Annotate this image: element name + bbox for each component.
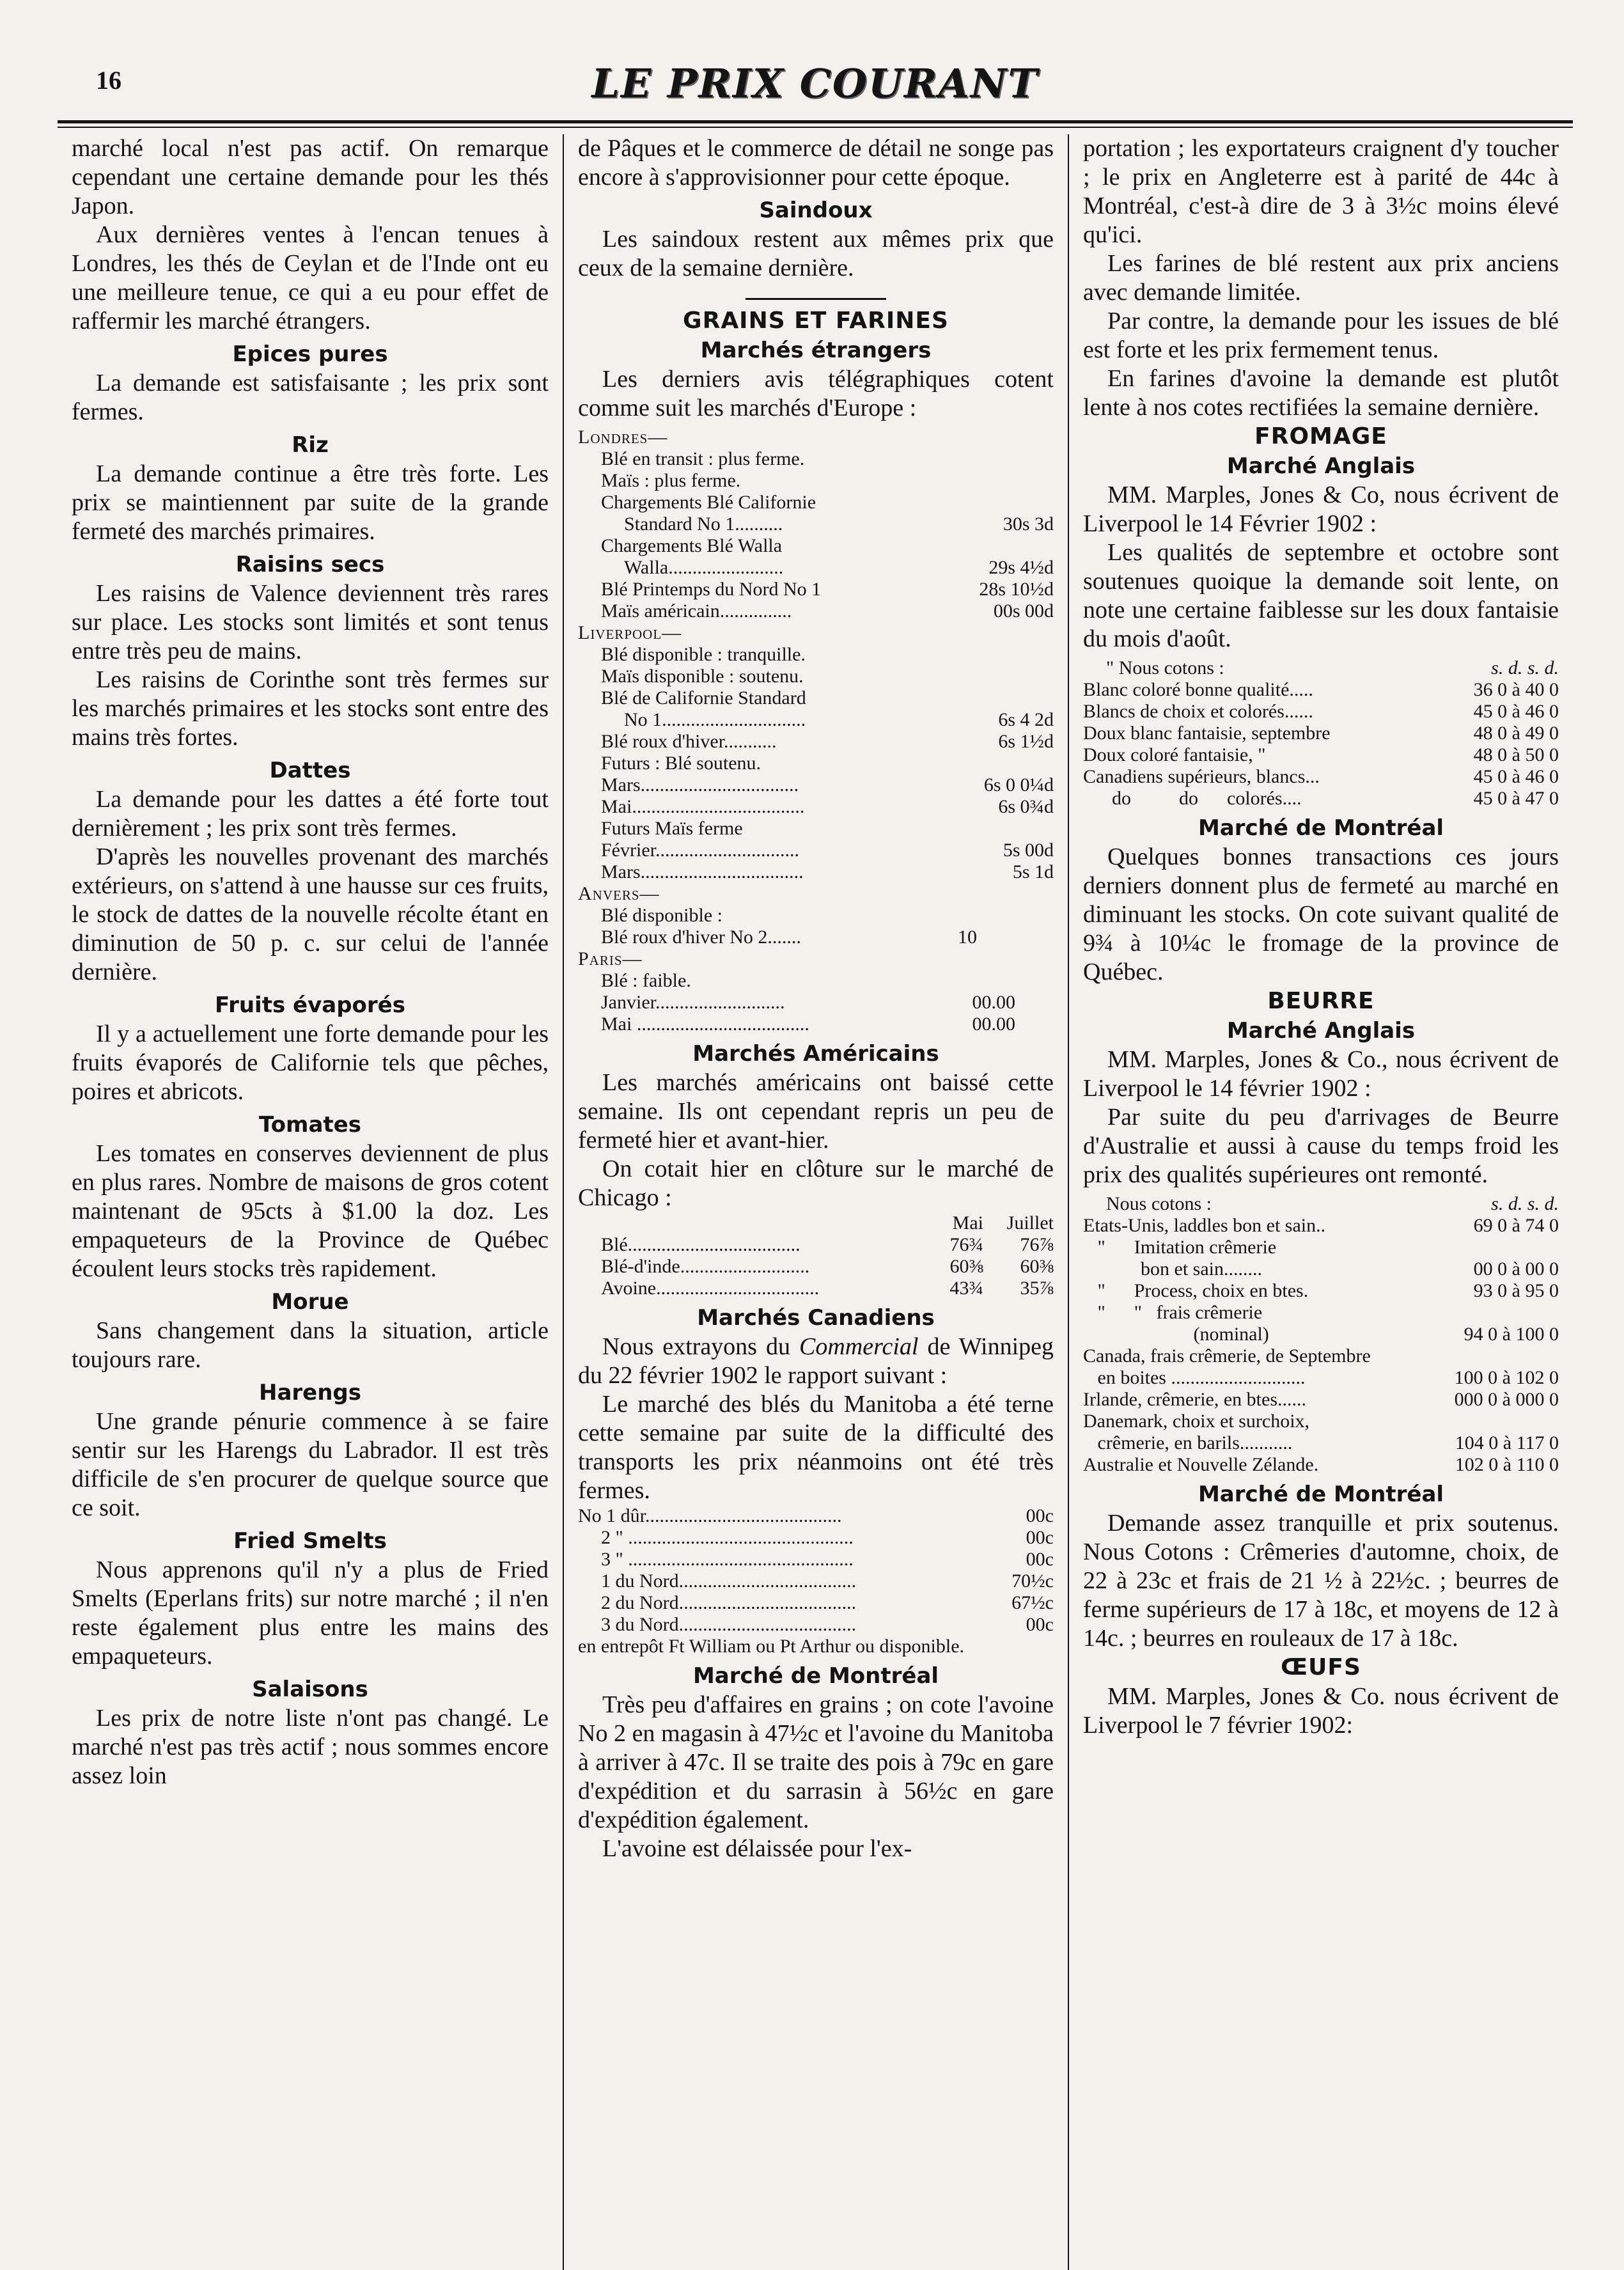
quote-value: 00s 00d bbox=[993, 600, 1054, 622]
cell-juillet: 76⅞ bbox=[1020, 1234, 1054, 1255]
quote-value: 6s 1½d bbox=[998, 731, 1054, 752]
paragraph: Les qualités de septembre et octobre sont soutenues quoique la demande soit lente, on note une certaine faiblesse sur les doux fantaisie du mois d'août. bbox=[1083, 539, 1559, 652]
cell-value: 70½c bbox=[1011, 1570, 1054, 1592]
paragraph: Le marché des blés du Manitoba a été terne cette semaine par suite de la difficulté des transports les prix néanmoins ont été très fermes. bbox=[578, 1391, 1054, 1504]
beurre-table bbox=[1083, 1193, 1559, 1476]
paragraph: Sans changement dans la situation, article toujours rare. bbox=[72, 1317, 549, 1373]
section-heading-montreal: Marché de Montréal bbox=[1198, 1482, 1444, 1507]
section-heading-americains: Marchés Américains bbox=[692, 1041, 939, 1067]
paragraph: Les saindoux restent aux mêmes prix que ceux de la semaine dernière. bbox=[578, 226, 1054, 281]
city-label: Londres— bbox=[578, 427, 668, 448]
quote-row bbox=[578, 731, 1054, 753]
cell-value: 00c bbox=[1026, 1549, 1054, 1570]
quote-value: 6s 0¾d bbox=[998, 796, 1054, 817]
paragraph: La demande pour les dattes a été forte tout dernièrement ; les prix sont très fermes. bbox=[72, 786, 549, 841]
quote-value: 10 bbox=[958, 927, 977, 948]
cell-value: 36 0 à 40 0 bbox=[1473, 679, 1559, 700]
section-heading-etrangers: Marchés étrangers bbox=[700, 338, 932, 363]
quote-value: 30s 3d bbox=[1003, 513, 1054, 535]
column-1 bbox=[58, 134, 563, 2270]
row-label: 2 du Nord..................................... bbox=[601, 1592, 857, 1613]
manitoba-table bbox=[578, 1505, 1054, 1636]
paragraph: Les tomates en conserves deviennent de plus en plus rares. Nombre de maisons de gros cotent maintenant de 95cts à $1.00 la doz. Les empaqueteurs de la Province de Québec écoulent leurs stocks très rapidement. bbox=[72, 1140, 549, 1282]
quote-row bbox=[578, 600, 1054, 622]
row-label: Danemark, choix et surchoix, bbox=[1083, 1411, 1310, 1432]
paragraph: La demande est satisfaisante ; les prix sont fermes. bbox=[72, 370, 549, 425]
paragraph: Il y a actuellement une forte demande pour les fruits évaporés de Californie tels que pêches, poires et abricots. bbox=[72, 1021, 549, 1105]
paragraph: En farines d'avoine la demande est plutôt lente à nos cotes rectifiées la semaine dernière. bbox=[1083, 365, 1559, 421]
row-label: " " frais crêmerie bbox=[1083, 1302, 1263, 1323]
row-label: Doux blanc fantaisie, septembre bbox=[1083, 723, 1331, 744]
cell-value: 48 0 à 49 0 bbox=[1473, 723, 1559, 744]
cell-value: 67½c bbox=[1011, 1592, 1054, 1613]
paragraph: Les raisins de Corinthe sont très fermes sur les marchés primaires et les stocks sont entre des mains très fortes. bbox=[72, 666, 549, 751]
quote-label: Mars.................................. bbox=[601, 861, 804, 882]
section-heading-montreal: Marché de Montréal bbox=[1198, 815, 1444, 841]
row-label: Avoine.................................. bbox=[601, 1278, 820, 1299]
quote-value: 5s 1d bbox=[1012, 861, 1054, 882]
table-header-units: s. d. s. d. bbox=[1491, 1193, 1559, 1214]
quote-label: Blé roux d'hiver No 2....... bbox=[601, 927, 801, 948]
row-label: (nominal) bbox=[1083, 1324, 1269, 1345]
section-heading-tomates: Tomates bbox=[259, 1112, 361, 1138]
paragraph: Une grande pénurie commence à se faire sentir sur les Harengs du Labrador. Il est très difficile de s'en procurer de quelque source que ce soit. bbox=[72, 1408, 549, 1521]
quote-line: Futurs : Blé soutenu. bbox=[601, 753, 761, 774]
quote-value: 5s 00d bbox=[1003, 840, 1054, 861]
masthead-rule bbox=[58, 120, 1573, 128]
row-label: 1 du Nord..................................... bbox=[601, 1570, 857, 1592]
paragraph: Quelques bonnes transactions ces jours derniers donnent plus de fermeté au marché en diminuant les stocks. On cote suivant qualité de 9¾ à 10¼c le fromage de la province de Québec. bbox=[1083, 843, 1559, 985]
chicago-table bbox=[578, 1212, 1054, 1299]
quote-row bbox=[578, 1014, 1054, 1035]
paragraph: MM. Marples, Jones & Co., nous écrivent de Liverpool le 14 février 1902 : bbox=[1083, 1046, 1559, 1102]
quote-row bbox=[578, 774, 1054, 796]
table-header-label: " Nous cotons : bbox=[1106, 657, 1224, 678]
text-run: de Winnipeg du 22 février 1902 le rapport suivant : bbox=[578, 1333, 1054, 1389]
row-label: Canadiens supérieurs, blancs... bbox=[1083, 766, 1320, 787]
paragraph: Les prix de notre liste n'ont pas changé. Le marché n'est pas très actif ; nous sommes encore assez loin bbox=[72, 1705, 549, 1789]
quote-line: Chargements Blé Californie bbox=[601, 492, 816, 513]
paragraph: Demande assez tranquille et prix soutenus. Nous Cotons : Crêmeries d'automne, choix, de 22 à 23c et frais de 21 ½ à 22½c. ; beurres de ferme supérieurs de 17 à 18c, et moyens de 12 à 14c. ; beurres en rouleaux de 17 à 18c. bbox=[1083, 1510, 1559, 1652]
quote-line: Blé de Californie Standard bbox=[601, 687, 806, 708]
cell-value: 93 0 à 95 0 bbox=[1473, 1280, 1559, 1301]
row-label: No 1 dûr......................................... bbox=[578, 1505, 842, 1526]
cell-mai: 43¾ bbox=[949, 1278, 983, 1299]
masthead-title: LE PRIX COURANT bbox=[591, 60, 1039, 107]
row-label: Etats-Unis, laddles bon et sain.. bbox=[1083, 1215, 1326, 1236]
page-number: 16 bbox=[96, 66, 121, 95]
cell-value: 00c bbox=[1026, 1505, 1054, 1526]
row-label: Canada, frais crêmerie, de Septembre bbox=[1083, 1345, 1371, 1366]
paragraph: Les farines de blé restent aux prix anciens avec demande limitée. bbox=[1083, 250, 1559, 306]
quote-label: No 1.............................. bbox=[624, 709, 806, 730]
quote-value: 28s 10½d bbox=[979, 579, 1054, 600]
cell-value: 45 0 à 46 0 bbox=[1473, 701, 1559, 722]
cell-value: 00c bbox=[1026, 1614, 1054, 1635]
cell-value: 000 0 à 000 0 bbox=[1454, 1389, 1559, 1410]
quote-row bbox=[578, 796, 1054, 818]
quote-value: 6s 4 2d bbox=[998, 709, 1054, 730]
city-label: Paris— bbox=[578, 948, 643, 969]
quote-row bbox=[578, 579, 1054, 600]
quote-line: Blé disponible : bbox=[601, 905, 722, 926]
paragraph: MM. Marples, Jones & Co, nous écrivent de Liverpool le 14 Février 1902 : bbox=[1083, 481, 1559, 537]
quotes-londres bbox=[578, 427, 1054, 1035]
quote-value: 6s 0 0¼d bbox=[983, 774, 1054, 795]
section-heading-riz: Riz bbox=[292, 432, 329, 458]
cell-value: 45 0 à 47 0 bbox=[1473, 788, 1559, 809]
cell-value: 104 0 à 117 0 bbox=[1455, 1432, 1559, 1453]
cell-mai: 76¾ bbox=[949, 1234, 983, 1255]
row-label: bon et sain........ bbox=[1083, 1258, 1262, 1280]
section-heading-epices: Epices pures bbox=[232, 341, 388, 367]
column-3 bbox=[1068, 134, 1573, 2270]
section-heading-morue: Morue bbox=[271, 1289, 349, 1315]
quote-value: 29s 4½d bbox=[988, 557, 1054, 578]
section-heading-fromage: FROMAGE bbox=[1254, 423, 1387, 450]
section-heading-saindoux: Saindoux bbox=[759, 198, 873, 223]
quote-label: Mars................................. bbox=[601, 774, 799, 795]
paragraph: Les raisins de Valence deviennent très rares sur place. Les stocks sont limités et sont tenus entre très peu de mains. bbox=[72, 580, 549, 664]
cell-juillet: 60⅜ bbox=[1020, 1256, 1054, 1277]
paragraph: Par contre, la demande pour les issues de blé est forte et les prix fermement tenus. bbox=[1083, 308, 1559, 363]
cell-value: 48 0 à 50 0 bbox=[1473, 744, 1559, 765]
row-label: Blanc coloré bonne qualité..... bbox=[1083, 679, 1313, 700]
fromage-table bbox=[1083, 657, 1559, 810]
section-heading-harengs: Harengs bbox=[258, 1380, 361, 1405]
quote-label: Février.............................. bbox=[601, 840, 799, 861]
row-label: en boites ............................ bbox=[1083, 1367, 1306, 1388]
column-header-juillet: Juillet bbox=[1006, 1212, 1054, 1233]
quote-line: Futurs Maïs ferme bbox=[601, 818, 743, 839]
paragraph: marché local n'est pas actif. On remarque cependant une certaine demande pour les thés Japon. bbox=[72, 135, 549, 219]
row-label: Doux coloré fantaisie, " bbox=[1083, 744, 1266, 765]
table-header-units: s. d. s. d. bbox=[1491, 657, 1559, 678]
quote-label: Blé Printemps du Nord No 1 bbox=[601, 579, 822, 600]
quote-line: Blé disponible : tranquille. bbox=[601, 644, 806, 665]
row-label: Irlande, crêmerie, en btes...... bbox=[1083, 1389, 1306, 1410]
cell-value: 00c bbox=[1026, 1527, 1054, 1548]
quote-line: Blé : faible. bbox=[601, 970, 691, 991]
section-heading-dattes: Dattes bbox=[269, 758, 351, 783]
quote-label: Blé roux d'hiver........... bbox=[601, 731, 777, 752]
row-label: Blancs de choix et colorés...... bbox=[1083, 701, 1313, 722]
quote-line: Maïs : plus ferme. bbox=[601, 470, 741, 491]
column-2 bbox=[563, 134, 1068, 2270]
quote-line: Maïs disponible : soutenu. bbox=[601, 666, 804, 687]
section-heading-canadiens: Marchés Canadiens bbox=[697, 1305, 935, 1331]
row-label: crêmerie, en barils........... bbox=[1083, 1432, 1293, 1453]
section-heading-anglais: Marché Anglais bbox=[1226, 453, 1416, 479]
section-heading-beurre: BEURRE bbox=[1267, 988, 1375, 1014]
paragraph: D'après les nouvelles provenant des marchés extérieurs, on s'attend à une hausse sur ces fruits, le stock de dattes de la nouvelle récolte étant en diminution de 50 p. c. sur celui de l'année dernière. bbox=[72, 843, 549, 985]
quote-line: Chargements Blé Walla bbox=[601, 535, 783, 556]
cell-value: 00 0 à 00 0 bbox=[1473, 1258, 1559, 1280]
quote-label: Mai.................................... bbox=[601, 796, 805, 817]
section-heading-oeufs: ŒUFS bbox=[1281, 1654, 1361, 1680]
quote-row bbox=[578, 513, 1054, 535]
row-label: 3 du Nord..................................... bbox=[601, 1614, 857, 1635]
paragraph: Les marchés américains ont baissé cette semaine. Ils ont cependant repris un peu de fermeté hier et avant-hier. bbox=[578, 1069, 1054, 1154]
quote-row bbox=[578, 557, 1054, 579]
quote-label: Maïs américain............... bbox=[601, 600, 792, 622]
row-label: 3 " ............................................... bbox=[601, 1549, 854, 1570]
row-label: Blé.................................... bbox=[601, 1234, 800, 1255]
row-label: " Imitation crêmerie bbox=[1083, 1237, 1277, 1258]
section-heading-smelts: Fried Smelts bbox=[233, 1528, 387, 1554]
quote-row bbox=[578, 992, 1054, 1014]
row-label: 2 " ............................................... bbox=[601, 1527, 854, 1548]
section-heading-raisins: Raisins secs bbox=[235, 552, 385, 577]
cell-juillet: 35⅞ bbox=[1020, 1278, 1054, 1299]
quote-label: Mai .................................... bbox=[601, 1014, 809, 1035]
section-heading-fruits: Fruits évaporés bbox=[215, 992, 405, 1018]
cell-value: 94 0 à 100 0 bbox=[1464, 1324, 1559, 1345]
text-run: Nous extrayons du bbox=[602, 1333, 790, 1360]
footnote: en entrepôt Ft William ou Pt Arthur ou disponible. bbox=[578, 1636, 965, 1657]
row-label: Australie et Nouvelle Zélande. bbox=[1083, 1454, 1319, 1475]
quote-value: 00.00 bbox=[972, 992, 1015, 1013]
section-heading-montreal: Marché de Montréal bbox=[692, 1663, 939, 1689]
publication-name: Commercial bbox=[799, 1333, 919, 1360]
quote-row bbox=[578, 840, 1054, 861]
quote-row bbox=[578, 709, 1054, 731]
quote-label: Standard No 1.......... bbox=[624, 513, 783, 535]
columns bbox=[58, 134, 1573, 2270]
paragraph: L'avoine est délaissée pour l'ex- bbox=[602, 1835, 912, 1862]
paragraph: portation ; les exportateurs craignent d'y toucher ; le prix en Angleterre est à parité de 44c à Montréal, c'est-à dire de 3 à 3½c moins élevé qu'ici. bbox=[1083, 135, 1559, 248]
masthead bbox=[58, 58, 1573, 128]
cell-value: 45 0 à 46 0 bbox=[1473, 766, 1559, 787]
section-heading-salaisons: Salaisons bbox=[252, 1677, 368, 1702]
paragraph: Nous apprenons qu'il n'y a plus de Fried Smelts (Eperlans frits) sur notre marché ; il n'en reste également plus entre les mains des empaqueteurs. bbox=[72, 1556, 549, 1670]
paragraph: MM. Marples, Jones & Co. nous écrivent de Liverpool le 7 février 1902: bbox=[1083, 1683, 1559, 1739]
cell-value: 100 0 à 102 0 bbox=[1454, 1367, 1559, 1388]
paragraph bbox=[578, 1333, 1054, 1390]
row-label: Blé-d'inde........................... bbox=[601, 1256, 810, 1277]
section-heading-anglais: Marché Anglais bbox=[1226, 1018, 1416, 1044]
quote-line: Blé en transit : plus ferme. bbox=[601, 448, 805, 469]
paragraph: Aux dernières ventes à l'encan tenues à Londres, les thés de Ceylan et de l'Inde ont eu une meilleure tenue, ce qui a eu pour effet de raffermir les marché étrangers. bbox=[72, 221, 549, 334]
paragraph: Les derniers avis télégraphiques cotent comme suit les marchés d'Europe : bbox=[578, 366, 1054, 421]
city-label: Liverpool— bbox=[578, 622, 682, 643]
quote-label: Janvier........................... bbox=[601, 992, 785, 1013]
paragraph: Très peu d'affaires en grains ; on cote l'avoine No 2 en magasin à 47½c et l'avoine du Manitoba à arriver à 47c. Il se traite des pois à 79c en gare d'expédition et du sarrasin à 56½c en gare d'expédition également. bbox=[578, 1691, 1054, 1833]
paragraph: Par suite du peu d'arrivages de Beurre d'Australie et aussi à cause du temps froid les prix des qualités supérieures ont remonté. bbox=[1083, 1104, 1559, 1188]
section-divider bbox=[746, 298, 886, 300]
cell-value: 102 0 à 110 0 bbox=[1455, 1454, 1559, 1475]
column-header-mai: Mai bbox=[952, 1212, 983, 1233]
section-heading-grains: GRAINS ET FARINES bbox=[683, 308, 949, 334]
quote-row bbox=[578, 861, 1054, 883]
cell-value: 69 0 à 74 0 bbox=[1473, 1215, 1559, 1236]
paragraph: On cotait hier en clôture sur le marché de Chicago : bbox=[578, 1155, 1054, 1211]
table-header-label: Nous cotons : bbox=[1106, 1193, 1212, 1214]
quote-label: Walla........................ bbox=[624, 557, 784, 578]
paragraph: de Pâques et le commerce de détail ne songe pas encore à s'approvisionner pour cette époque. bbox=[578, 135, 1054, 191]
paragraph: La demande continue a être très forte. Les prix se maintiennent par suite de la grande fermeté des marchés primaires. bbox=[72, 460, 549, 545]
city-label: Anvers— bbox=[578, 883, 660, 904]
row-label: do do colorés.... bbox=[1083, 788, 1302, 809]
row-label: " Process, choix en btes. bbox=[1083, 1280, 1309, 1301]
quote-value: 00.00 bbox=[972, 1014, 1015, 1035]
quote-row bbox=[578, 927, 1054, 948]
cell-mai: 60⅜ bbox=[949, 1256, 983, 1277]
